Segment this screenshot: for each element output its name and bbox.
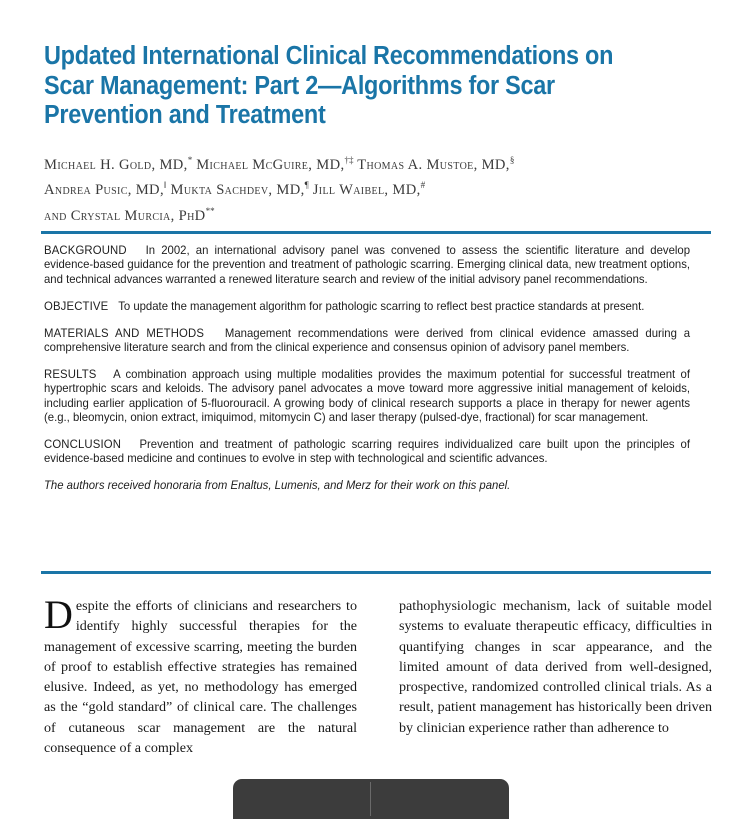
- abstract-background: [44, 244, 690, 287]
- page-title: Updated International Clinical Recommendations on Scar Management: Part 2—Algorithms for Scar Prevention and Treatment: [44, 42, 614, 129]
- abstract-background-label: BACKGROUND: [44, 244, 127, 257]
- abstract-methods-label: MATERIALS AND METHODS: [44, 326, 205, 340]
- body-paragraph-left: [44, 596, 357, 758]
- author-sachdev: Mukta Sachdev, MD,: [166, 182, 305, 199]
- author-list: [44, 150, 724, 226]
- affil-marker-1: *: [187, 155, 193, 165]
- author-line-1: [44, 150, 724, 175]
- author-line-2: [44, 175, 724, 200]
- author-gold: Michael H. Gold, MD,: [44, 156, 188, 173]
- affil-marker-6: #: [420, 180, 426, 191]
- floating-toolbar[interactable]: [233, 779, 509, 819]
- abstract-background-text: In 2002, an international advisory panel was convened to assess the scientific literature and develop evidence-based guidance for the prevention and treatment of pathologic scarring. Emerging clinical data, new treatment options, and technical advances warranted a renewed literature search and review of the initial advisory panel recommendations.: [44, 244, 691, 286]
- abstract-objective: [44, 300, 690, 314]
- body-paragraph-right: [399, 596, 712, 738]
- toolbar-divider: [370, 782, 371, 816]
- abstract-conclusion-text: Prevention and treatment of pathologic scarring requires individualized care built upon the principles of evidence-based medicine and continues to evolve in step with technological and scientific advances.: [44, 438, 691, 466]
- abstract-methods: [44, 327, 690, 356]
- author-waibel: Jill Waibel, MD,: [308, 182, 421, 199]
- body-column-right: [399, 596, 712, 766]
- author-mustoe: Thomas A. Mustoe, MD,: [353, 156, 510, 173]
- abstract-results-label: RESULTS: [44, 367, 97, 381]
- affil-marker-3: §: [509, 155, 515, 165]
- author-line-3: [44, 201, 724, 226]
- body-column-left: [44, 596, 357, 766]
- author-murcia: and Crystal Murcia, PhD: [44, 207, 206, 224]
- author-mcguire: Michael McGuire, MD,: [192, 156, 345, 173]
- drop-cap: D: [44, 596, 73, 637]
- abstract-conclusion: [44, 438, 690, 467]
- divider-above-abstract: [41, 231, 711, 234]
- body-text-right: pathophysiologic mechanism, lack of suitable model systems to evaluate therapeutic efficacy, difficulties in quantifying changes in scar appearance, and the limited amount of data derived from well-designed, prospective, randomized controlled clinical trials. As a result, patient management has historically been driven by clinician experience rather than adherence to: [399, 598, 712, 736]
- affil-marker-7: **: [205, 205, 215, 216]
- body-text-left: espite the efforts of clinicians and researchers to identify highly successful therapies for the management of excessive scarring, meeting the burden of proof to establish effective strategies has remained elusive. Indeed, as yet, no methodology has emerged as the “gold standard” of clinical care. The challenges of cutaneous scar management are the natural consequence of a complex: [44, 598, 357, 757]
- title-block: [44, 42, 710, 131]
- affil-marker-4: ‖: [163, 180, 167, 191]
- abstract-methods-text: Management recommendations were derived from clinical evidence amassed during a comprehensive literature search and from the clinical experience and consensus opinion of advisory panel members.: [44, 326, 691, 355]
- affil-marker-2: †‡: [344, 155, 354, 165]
- divider-below-abstract: [41, 571, 711, 574]
- abstract-results: [44, 368, 690, 426]
- affil-marker-5: ¶: [304, 180, 309, 191]
- disclosure-statement: The authors received honoraria from Enaltus, Lumenis, and Merz for their work on this panel.: [44, 479, 511, 493]
- author-pusic: Andrea Pusic, MD,: [44, 182, 164, 199]
- abstract-conclusion-label: CONCLUSION: [44, 438, 122, 452]
- body-columns: [44, 596, 712, 766]
- abstract-objective-label: OBJECTIVE: [44, 299, 109, 313]
- abstract-results-text: A combination approach using multiple modalities provides the maximum potential for successful treatment of hypertrophic scars and keloids. The advisory panel advocates a move toward more aggressive initial management of keloids, including earlier application of 5-fluorouracil. A growing body of clinical research supports a place in therapy for newer agents (e.g., bleomycin, onion extract, imiquimod, mitomycin C) and laser therapy (pulsed-dye, fractional) for scar management.: [44, 367, 691, 425]
- abstract-objective-text: To update the management algorithm for pathologic scarring to reflect best practice standards at present.: [118, 299, 645, 313]
- abstract-section: [44, 244, 710, 494]
